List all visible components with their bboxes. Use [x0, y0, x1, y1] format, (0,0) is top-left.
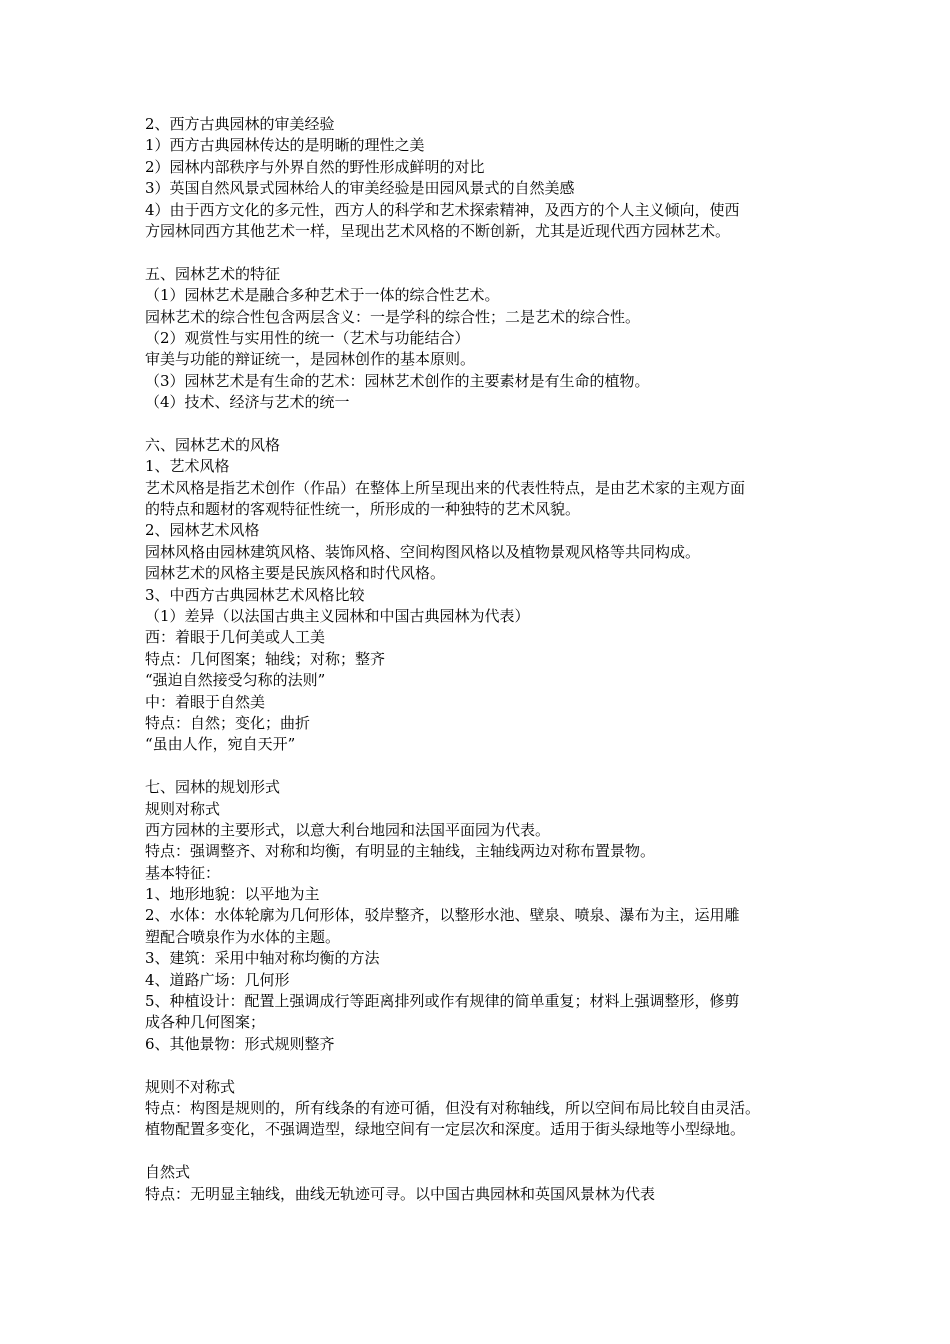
- text-line: 规则对称式: [145, 799, 221, 818]
- text-line: （4）技术、经济与艺术的统一: [145, 393, 350, 412]
- text-line: 1、艺术风格: [145, 457, 230, 476]
- text-line: 3、中西方古典园林艺术风格比较: [145, 585, 365, 604]
- blank-line: [0, 756, 950, 777]
- text-line: （1）园林艺术是融合多种艺术于一体的综合性艺术。: [145, 286, 500, 305]
- text-line: 西方园林的主要形式，以意大利台地园和法国平面园为代表。: [145, 820, 551, 839]
- text-line: 五、园林艺术的特征: [145, 264, 281, 283]
- text-line: 2、西方古典园林的审美经验: [145, 115, 335, 133]
- text-line: 自然式: [145, 1163, 191, 1182]
- text-line: 4、道路广场：几何形: [145, 970, 290, 989]
- text-line: 基本特征：: [145, 863, 221, 882]
- text-line: 2、水体：水体轮廓为几何形体，驳岸整齐，以整形水池、壁泉、喷泉、瀑布为主，运用雕: [145, 906, 740, 925]
- text-line: 1）西方古典园林传达的是明晰的理性之美: [145, 136, 425, 155]
- blank-line: [0, 413, 950, 434]
- text-line: 4）由于西方文化的多元性，西方人的科学和艺术探索精神，及西方的个人主义倾向，使西: [145, 200, 740, 219]
- text-line: 2）园林内部秩序与外界自然的野性形成鲜明的对比: [145, 157, 485, 176]
- text-line: 中：着眼于自然美: [145, 692, 266, 711]
- text-line: 六、园林艺术的风格: [145, 435, 281, 454]
- text-line: 塑配合喷泉作为水体的主题。: [145, 927, 341, 946]
- text-line: 特点：几何图案；轴线；对称；整齐: [145, 649, 386, 668]
- text-line: 西：着眼于几何美或人工美: [145, 628, 326, 647]
- text-line: 3）英国自然风景式园林给人的审美经验是田园风景式的自然美感: [145, 179, 575, 198]
- text-line: “虽由人作，宛自天开”: [145, 735, 296, 754]
- text-line: 特点：无明显主轴线，曲线无轨迹可寻。以中国古典园林和英国风景林为代表: [145, 1184, 656, 1203]
- text-line: 方园林同西方其他艺术一样，呈现出艺术风格的不断创新，尤其是近现代西方园林艺术。: [145, 221, 731, 240]
- text-line: 2、园林艺术风格: [145, 521, 260, 540]
- text-line: 1、地形地貌：以平地为主: [145, 885, 320, 904]
- text-line: 园林风格由园林建筑风格、装饰风格、空间构图风格以及植物景观风格等共同构成。: [145, 542, 701, 561]
- text-line: （1）差异（以法国古典主义园林和中国古典园林为代表）: [145, 606, 530, 625]
- text-line: “强迫自然接受匀称的法则”: [145, 671, 326, 690]
- text-line: 特点：自然；变化；曲折: [145, 713, 311, 732]
- text-line: 规则不对称式: [145, 1077, 236, 1096]
- blank-line: [0, 242, 950, 263]
- text-line: （2）观赏性与实用性的统一（艺术与功能结合）: [145, 328, 470, 347]
- text-line: 的特点和题材的客观特征性统一，所形成的一种独特的艺术风貌。: [145, 500, 581, 519]
- blank-line: [0, 1141, 950, 1162]
- text-line: 特点：强调整齐、对称和均衡，有明显的主轴线，主轴线两边对称布置景物。: [145, 842, 656, 861]
- text-line: 审美与功能的辩证统一，是园林创作的基本原则。: [145, 350, 476, 369]
- text-line: 园林艺术的风格主要是民族风格和时代风格。: [145, 564, 446, 583]
- blank-line: [0, 1055, 950, 1076]
- text-line: 6、其他景物：形式规则整齐: [145, 1034, 335, 1053]
- text-line: （3）园林艺术是有生命的艺术：园林艺术创作的主要素材是有生命的植物。: [145, 371, 650, 390]
- text-line: 5、种植设计：配置上强调成行等距离排列或作有规律的简单重复；材料上强调整形，修剪: [145, 992, 740, 1011]
- text-line: 特点：构图是规则的，所有线条的有迹可循，但没有对称轴线，所以空间布局比较自由灵活。: [145, 1098, 761, 1117]
- text-line: 艺术风格是指艺术创作（作品）在整体上所呈现出来的代表性特点，是由艺术家的主观方面: [145, 478, 746, 497]
- text-line: 植物配置多变化，不强调造型，绿地空间有一定层次和深度。适用于街头绿地等小型绿地。: [145, 1120, 746, 1139]
- text-line: 园林艺术的综合性包含两层含义：一是学科的综合性；二是艺术的综合性。: [145, 307, 641, 326]
- text-line: 七、园林的规划形式: [145, 778, 281, 797]
- text-line: 3、建筑：采用中轴对称均衡的方法: [145, 949, 380, 968]
- text-line: 成各种几何图案；: [145, 1013, 266, 1032]
